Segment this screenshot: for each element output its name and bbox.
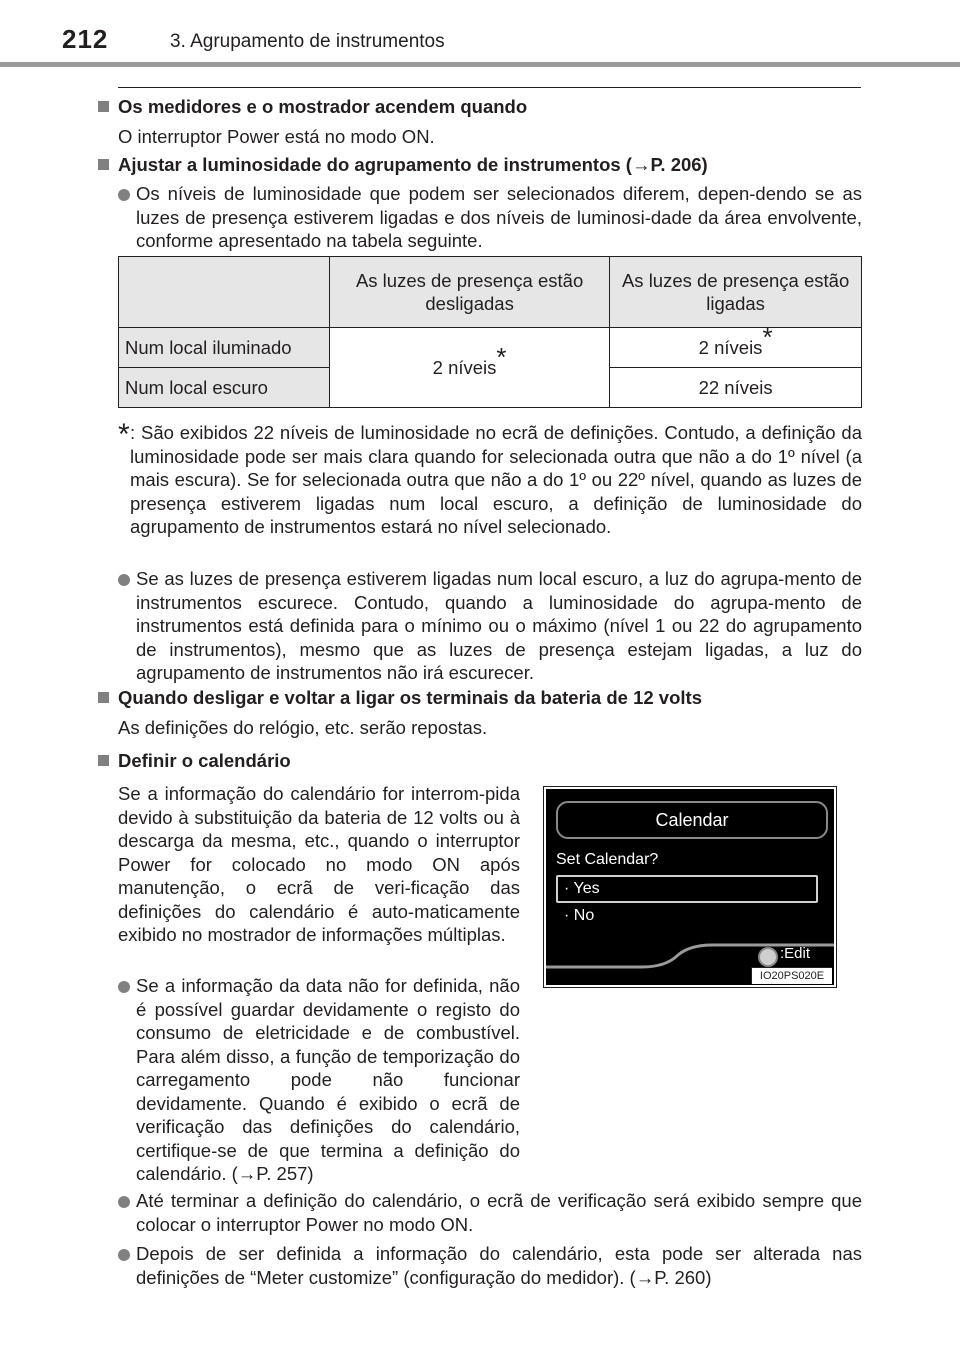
bullet-text: Se a informação da data não for definida, não é possível guardar devidamente o registo do consumo de eletricidade e de combustível. Para além disso, a função de temporização do carregamento pode não funcionar devidamente. Quando é exibido o ecrã de verificação das definições do calendário, certifique-se de que termina a definição do calendário. (→P. 257) (136, 975, 520, 1184)
section-title: Quando desligar e voltar a ligar os terminais da bateria de 12 volts (118, 687, 702, 708)
bullet-icon (118, 981, 130, 993)
set-calendar-prompt: Set Calendar? (556, 851, 659, 868)
edit-label: :Edit (780, 945, 811, 962)
footnote-text (130, 421, 862, 539)
section-square-icon (98, 101, 109, 112)
calendar-title: Calendar (556, 801, 828, 839)
dial-icon (758, 947, 778, 967)
footnote-asterisk: * (118, 418, 130, 451)
bullet-text: Até terminar a definição do calendário, o ecrã de verificação será exibido sempre que colocar o interruptor Power no modo ON. (136, 1190, 862, 1235)
bullet-text: Se as luzes de presença estiverem ligadas num local escuro, a luz do agrupa-mento de instrumentos escurece. Contudo, quando a luminosidade do agrupa-mento de instrumentos está definida para o mínimo ou o máximo (nível 1 ou 22 do agrupamento de instrumentos), mesmo que as luzes de presença estejam ligadas, a luz do agrupamento de instrumentos não irá escurecer. (136, 568, 862, 683)
bullet-icon (118, 1196, 130, 1208)
section-text: Se a informação do calendário for interrom-pida devido à substituição da bateria de 12 volts ou à descarga da mesma, etc., quando o interruptor Power for colocado no modo ON após manutenção, o ecrã de veri-ficação das definições do calendário é auto-maticamente exibido no mostrador de informações múltiplas. (118, 783, 520, 945)
luminosity-table (118, 256, 862, 408)
table-cell-value: 2 níveis (698, 336, 763, 358)
section-square-icon (98, 692, 109, 703)
table-row-label: Num local escuro (119, 368, 330, 408)
chapter-title: 3. Agrupamento de instrumentos (170, 31, 445, 52)
table-header-on: As luzes de presença estão ligadas (610, 257, 862, 328)
option-no: · No (564, 907, 595, 924)
table-corner-cell (119, 257, 330, 328)
display-screen (546, 789, 834, 985)
bullet-icon (118, 189, 130, 201)
page-header (0, 0, 960, 66)
bullet-icon (118, 574, 130, 586)
bullet-text: Depois de ser definida a informação do calendário, esta pode ser alterada nas definições de “Meter customize” (configuração do medidor). (→P. 260) (136, 1243, 862, 1288)
bullet-text: Os níveis de luminosidade que podem ser selecionados diferem, depen-dendo se as luzes de presença estiverem ligadas e dos níveis de luminosi-dade da área envolvente, conforme apresentado na tabela seguinte. (136, 183, 862, 251)
footnote-body: : São exibidos 22 níveis de luminosidade no ecrã de definições. Contudo, a definição da luminosidade pode ser mais clara quando for selecionada outra que não a do 1º nível (a mais escura). Se for selecionada outra que não a do 1º ou 22º nível, quando as luzes de presença estiverem ligadas num local escuro, a definição de luminosidade do agrupamento de instrumentos estará no nível selecionado. (130, 422, 862, 537)
section-text: As definições do relógio, etc. serão repostas. (118, 717, 488, 738)
asterisk-mark: * (762, 321, 773, 352)
figure-code: IO20PS020E (751, 967, 832, 984)
section-square-icon (98, 159, 109, 170)
section-rule (118, 87, 861, 88)
table-row-label: Num local iluminado (119, 328, 330, 368)
calendar-display-figure (543, 786, 837, 988)
section-title: Definir o calendário (118, 750, 291, 771)
section-title: Ajustar a luminosidade do agrupamento de instrumentos (→P. 206) (118, 154, 708, 175)
bullet-icon (118, 1249, 130, 1261)
header-rule (0, 62, 960, 67)
table-merged-cell (329, 328, 609, 408)
section-square-icon (98, 755, 109, 766)
section-text: O interruptor Power está no modo ON. (118, 126, 435, 147)
asterisk-mark: * (496, 341, 507, 372)
page-number: 212 (62, 24, 109, 54)
table-cell-value: 2 níveis (432, 356, 497, 378)
table-cell: 22 níveis (610, 368, 862, 408)
table-header-off: As luzes de presença estão desligadas (329, 257, 609, 328)
table-cell (610, 321, 862, 368)
section-title: Os medidores e o mostrador acendem quando (118, 96, 528, 117)
option-yes: · Yes (556, 875, 818, 903)
